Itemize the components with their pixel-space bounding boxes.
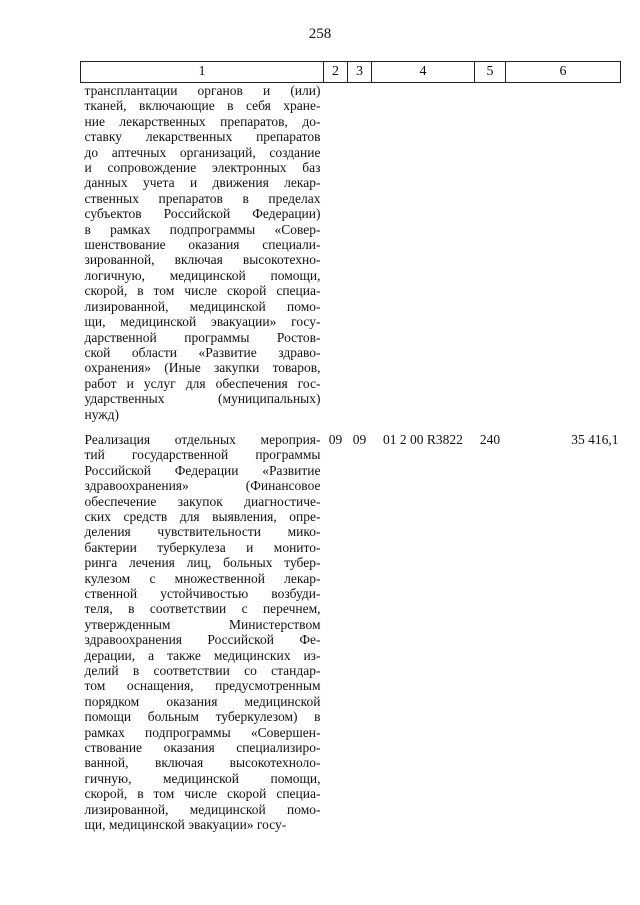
description-line: субъектов Российской Федерации) [84,206,321,222]
description-line: логичную, медицинской помощи, [84,267,321,283]
description-line: гичную, медицинской помощи, [84,770,321,786]
row-description [81,83,324,422]
description-line: в рамках подпрограммы «Совер- [84,221,321,237]
cell-expense-type [475,83,506,422]
cell-subsection: 09 [352,431,367,447]
description-line: ственных препаратов в пределах [84,190,321,206]
description-line: бактерии туберкулеза и монито- [84,539,321,555]
description-line: тканей, включающие в себя хране- [84,98,321,114]
description-line: деления чувствительности мико- [84,524,321,540]
description-line: ской области «Развитие здраво- [84,344,321,360]
description-line: работ и услуг для обеспечения гос- [84,375,321,391]
description-line: скорой, в том числе скорой специа- [84,283,321,299]
description-line: данных учета и движения лекар- [84,175,321,191]
description-line: обеспечение закупок диагностиче- [84,493,321,509]
description-line: до аптечных организаций, создание [84,144,321,160]
description-line: и сопровождение электронных баз [84,160,321,176]
cell-amount [506,83,621,422]
description-line: лизированной, медицинской помо- [84,801,321,817]
description-line: ринга лечения лиц, больных тубер- [84,555,321,571]
description-line: ских средств для выявления, опре- [84,508,321,524]
table-row [81,83,621,422]
description-line: шенствование оказания специали- [84,237,321,253]
description-line: здравоохранения» (Финансовое [84,478,321,494]
description-line: ственной устойчивостью возбуди- [84,586,321,601]
description-line: здравоохранения Российской Фе- [84,632,321,648]
description-line: дерации, а также медицинских из- [84,647,321,663]
description-line: лизированной, медицинской помо- [84,298,321,314]
description-line: нужд) [84,406,119,422]
description-line: ние лекарственных препаратов, до- [84,113,321,129]
description-line: ванной, включая высокотехноло- [84,755,321,771]
budget-table [80,61,621,833]
description-line: охранения» (Иные закупки товаров, [84,360,321,376]
description-line: дарственной программы Ростов- [84,329,321,345]
col-header-2: 2 [324,62,348,83]
cell-amount: 35 416,1 [571,431,619,447]
cell-section [324,83,348,422]
col-header-4: 4 [372,62,475,83]
description-line: ставку лекарственных препаратов [84,129,321,145]
description-line: щи, медицинской эвакуации» госу- [84,314,321,330]
description-line: делий в соответствии со стандар- [84,663,321,679]
col-header-1: 1 [81,62,324,83]
header-row [81,62,621,83]
cell-target-article [372,83,475,422]
page-number: 258 [308,26,332,42]
col-header-5: 5 [475,62,506,83]
cell-subsection [348,83,372,422]
description-line: теля, в соответствии с перечнем, [84,601,321,617]
description-line: утвержденным Министерством [84,616,321,632]
description-line: помощи больным туберкулезом) в [84,709,321,725]
description-line: Российской Федерации «Развитие [84,462,321,478]
description-line: порядком оказания медицинской [84,693,321,709]
description-line: кулезом с множественной лекар- [84,570,321,586]
description-line: зированной, включая высокотехно- [84,252,321,268]
col-header-3: 3 [348,62,372,83]
cell-expense-type: 240 [479,431,501,447]
row-description [81,422,324,833]
description-line: ударственных (муниципальных) [84,391,321,407]
description-line: Реализация отдельных мероприя- [84,431,321,447]
description-line: скорой, в том числе скорой специа- [84,786,321,802]
cell-section: 09 [328,431,343,447]
description-line: щи, медицинской эвакуации» госу- [84,817,287,833]
description-line: том оснащения, предусмотренным [84,678,321,694]
col-header-6: 6 [506,62,621,83]
description-line: тий государственной программы [84,447,321,463]
description-line: ствование оказания специализиро- [84,740,321,756]
description-line: трансплантации органов и (или) [84,83,321,98]
cell-target-article: 01 2 00 R3822 [383,431,463,447]
description-line: рамках подпрограммы «Совершен- [84,724,321,740]
table-row [81,422,621,833]
